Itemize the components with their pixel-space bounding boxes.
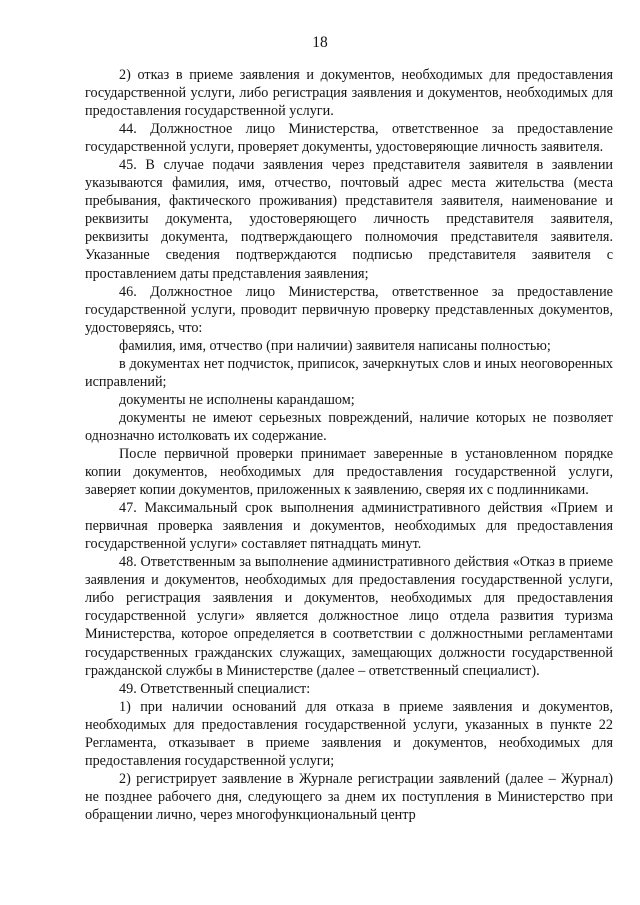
paragraph-46-item-damage: документы не имеют серьезных повреждений, наличие которых не позволяет однозначно истолковать их содержание.	[85, 409, 613, 444]
paragraph-44: 44. Должностное лицо Министерства, ответственное за предоставление государственной услуги, проверяет документы, удостоверяющие личность заявителя.	[85, 121, 613, 156]
paragraph-46-item-corrections: в документах нет подчисток, приписок, зачеркнутых слов и иных неоговоренных исправлений;	[85, 355, 613, 390]
paragraph-after-check: После первичной проверки принимает заверенные в установленном порядке копии документов, необходимых для предоставления государственной услуги, заверяет копии документов, приложенных к заявлению, сверяя их с подлинниками.	[85, 445, 613, 499]
paragraph-45: 45. В случае подачи заявления через представителя заявителя в заявлении указываются фамилия, имя, отчество, почтовый адрес места жительства (места пребывания, фактического проживания) представителя заявителя, наименование и реквизиты документа, удостоверяющего личность представителя заявителя, реквизиты документа, подтверждающего полномочия представителя заявителя. Указанные сведения подтверждаются подписью представителя заявителя с проставлением даты представления заявления;	[85, 157, 613, 282]
paragraph-49: 49. Ответственный специалист:	[119, 680, 311, 697]
paragraph-49-item-1: 1) при наличии оснований для отказа в приеме заявления и документов, необходимых для предоставления государственной услуги, указанных в пункте 22 Регламента, отказывает в приеме заявления и документов, необходимых для предоставления государственной услуги;	[85, 698, 613, 769]
paragraph-48: 48. Ответственным за выполнение административного действия «Отказ в приеме заявления и документов, необходимых для предоставления государственной услуги, либо регистрация заявления и документов, необходимых для предоставления государственной услуги» является должностное лицо отдела развития туризма Министерства, которое определяется в соответствии с должностными регламентами государственных гражданских служащих, замещающих должности государственной гражданской службы в Министерстве (далее – ответственный специалист).	[85, 554, 613, 679]
page-number: 18	[312, 34, 328, 51]
paragraph-47: 47. Максимальный срок выполнения административного действия «Прием и первичная проверка заявления и документов, необходимых для предоставления государственной услуги» составляет пятнадцать минут.	[85, 500, 613, 553]
paragraph-46-item-pencil: документы не исполнены карандашом;	[119, 391, 355, 408]
paragraph-46: 46. Должностное лицо Министерства, ответственное за предоставление государственной услуги, проводит первичную проверку представленных документов, удостоверяясь, что:	[85, 283, 613, 336]
paragraph-2-refusal: 2) отказ в приеме заявления и документов, необходимых для предоставления государственной услуги, либо регистрация заявления и документов, необходимых для предоставления государственной услуги.	[85, 67, 613, 120]
paragraph-49-item-2: 2) регистрирует заявление в Журнале регистрации заявлений (далее – Журнал) не позднее рабочего дня, следующего за днем их поступления в Министерство при обращении лично, через многофункциональный центр	[85, 770, 613, 823]
document-body	[85, 66, 613, 824]
paragraph-46-item-name: фамилия, имя, отчество (при наличии) заявителя написаны полностью;	[119, 337, 551, 354]
